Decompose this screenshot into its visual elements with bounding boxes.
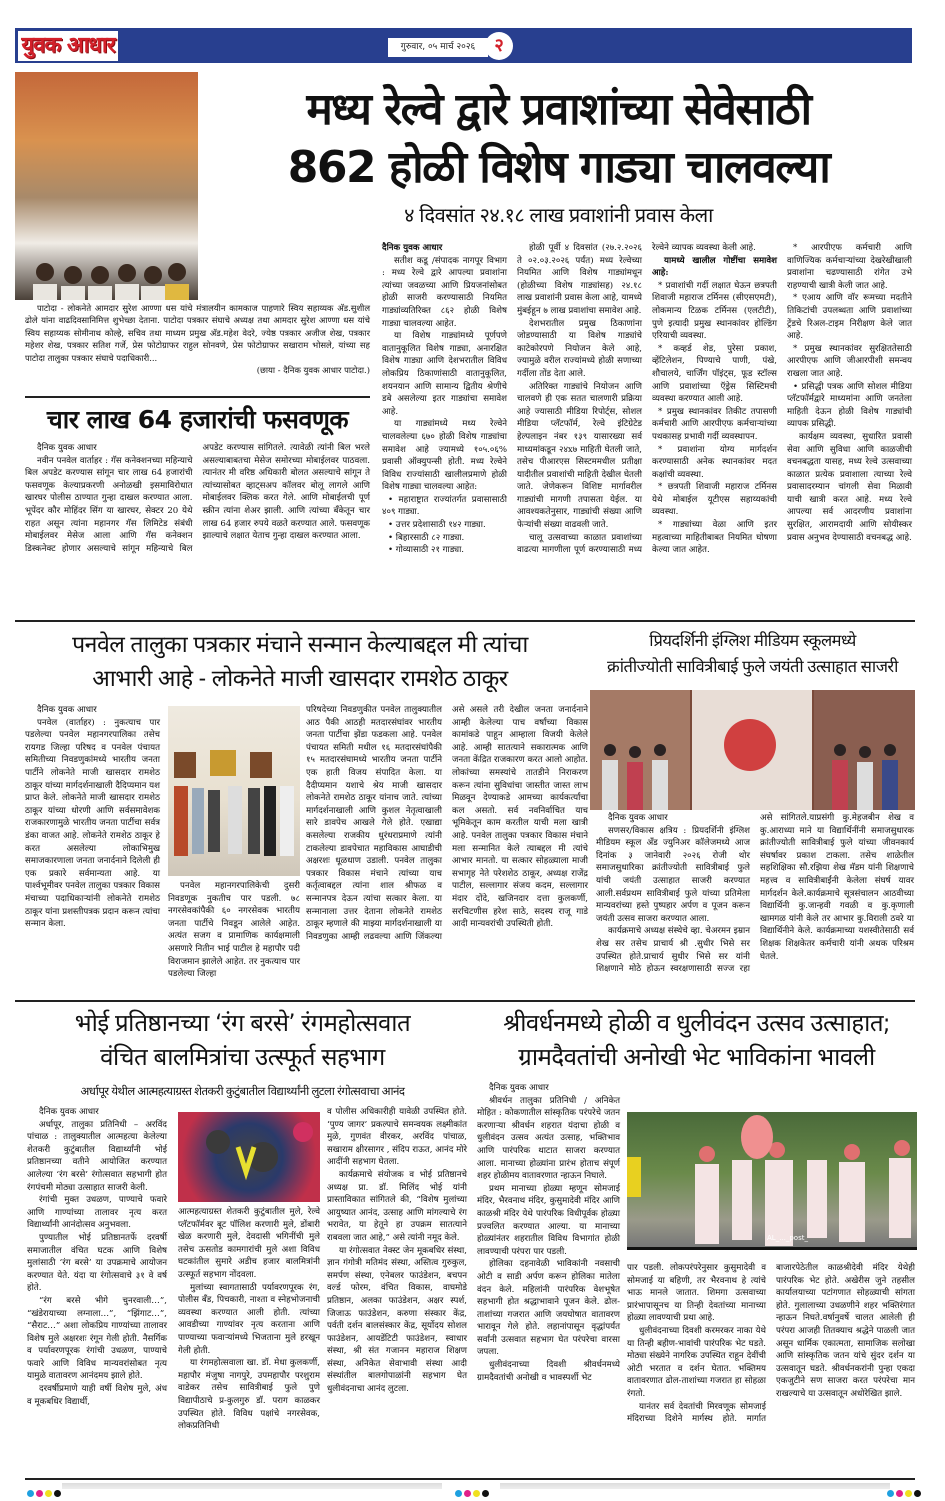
dateline: दैनिक युवक आधार: [39, 1107, 99, 1117]
paragraph: * कव्हर्ड शेड, पुरेसा प्रकाश, व्हेंटिलेशन, पिण्याचे पाणी, पंखे, शौचालये, चार्जिंग पॉइंट्स, फूड स्टॉल्स आणि प्रवाशांच्या ऍड्रेस सिस्टिमची व्यवस्था करण्यात आली आहे.: [652, 343, 777, 405]
photo-caption: [25, 302, 370, 376]
paragraph: आत्महत्याग्रस्त शेतकरी कुटुंबातील मुले, रेल्वे प्लॅटफॉर्मवर बूट पॉलिश करणारी मुले, डोंबारी खेळ करणारी मुले, देवदासी भगिनींची मुले तसेच ऊसतोड कामगारांची मुले अशा विविध घटकांतील सुमारे अडीच हजार बालमित्रांनी उत्स्फूर्त सहभाग नोंदवला.: [178, 1207, 320, 1280]
page-number: २: [485, 32, 513, 60]
paragraph-list: [382, 242, 912, 557]
paragraph: होलिका दहनावेळी भाविकांनी नवसाची ओटी व साडी अर्पण करून होलिका मातेला वंदन केले. महिलांनी पारंपरिक वेशभूषेत सहभागी होत श्रद्धाभावाने पूजन केले. ढोल-ताशांच्या गजरात आणि जयघोषात वातावरण भारावून गेले होते. लहानांपासून वृद्धांपर्यंत सर्वांनी उत्सवात सहभाग घेत परंपरेचा वारसा जपला.: [477, 1259, 620, 1358]
paragraph: धुलीवंदनाच्या दिवशी करमरकर नाका येथे या तिन्ही बहीण-भावांची पारंपरिक भेट घडते. मोठ्या संख्येने नागरिक उपस्थित राहून देवींची ओटी भरतात व दर्शन घेतात. भक्तिमय वातावरणात ढोल-ताशांच्या गजरात हा सोहळा रंगतो.: [627, 1325, 766, 1399]
paragraph: प्रथम मानाच्या होळ्या म्हणून सोमजाई मंदिर, भैरवनाथ मंदिर, कुसुमादेवी मंदिर आणि काळश्री मंदिर येथे पारंपरिक विधीपूर्वक होळ्या प्रज्वलित करण्यात आल्या. या मानाच्या होळ्यांनंतर शहरातील विविध विभागांत होळी लावण्याची परंपरा पार पडली.: [477, 1183, 620, 1257]
school-photo-collage: [590, 690, 915, 810]
caption-text: पाटोदा - लोकनेते आमदार सुरेश आण्णा धस यांचे मंत्रालयीन कामकाज पाहणारे स्विय सहाय्यक अ‍ॅड.सुशील ढोले यांना वाढदिवसानिमित्त शुभेच्छा देताना. पाटोदा पत्रकार संघाचे अध्यक्ष तथा आमदार सुरेश आण्णा धस यांचे स्विय सहाय्यक सोमीनाथ कोल्हे, सचिव तथा माध्यम प्रमुख अ‍ॅड.महेश वेदरे, ज्येष्ठ पत्रकार अजीज शेख, पत्रकार महेशर शेख, पत्रकार सतिश गर्जे, प्रेस फोटोग्राफर राहुल सोनवणे, प्रेस फोटोग्राफर सखाराम भोसले, यांच्या सह पाटोदा तालुका पत्रकार संघाचे पदाधिकारी...: [25, 303, 370, 363]
section-divider: [15, 1000, 915, 1002]
paragraph: देशभरातील प्रमुख ठिकाणांना जोडण्यासाठी या विशेष गाड्यांचे काटेकोरपणे नियोजन केले आहे, ज्यामुळे वरील राज्यांमध्ये होळी सणाच्या गर्दीला तोंड देता आले.: [517, 318, 642, 379]
bhoi-article-col-3: [327, 1106, 467, 1396]
paragraph: “रंग बरसे भीगे चुनरवाली…”, “खंडेरायाच्या लग्नाला…”, “झिंगाट…”, “सैराट…” अशा लोकप्रिय गाण्यांच्या तालावर विशेष मुले अक्षरशः रंगून गेली होती. नैसर्गिक व पर्यावरणपूरक रंगांची उधळण, पाण्याचे फवारे आणि विविध मान्यवरांसोबत नृत्य यामुळे वातावरण आनंदमय झाले होते.: [27, 1295, 167, 1382]
paragraph-list: [25, 442, 370, 555]
group-photo-illustration: [15, 72, 198, 300]
paragraph: • प्रसिद्धी पत्रक आणि सोशल मीडिया प्लॅटफॉर्मद्वारे माध्यमांना आणि जनतेला माहिती देऊन होळी विशेष गाड्यांची व्यापक प्रसिद्धी.: [787, 381, 912, 430]
school-event-photo: [590, 690, 915, 810]
paragraph: कार्यक्रमाचे संयोजक व भोई प्रतिष्ठानचे अध्यक्ष प्रा. डॉ. मिलिंद भोई यांनी प्रास्ताविकात सांगितले की, “विशेष मुलांच्या आयुष्यात आनंद, उत्साह आणि मांगल्याचे रंग भरावेत, या हेतूने हा उपक्रम सातत्याने राबवला जात आहे,” असे त्यांनी नमूद केले.: [327, 1169, 467, 1243]
dateline: दैनिक युवक आधार: [608, 813, 668, 823]
registration-marks: [27, 1482, 63, 1501]
paragraph-list: [27, 1119, 167, 1409]
shrivardhan-article-col-2-3: [627, 1262, 915, 1474]
paragraph-list: [596, 812, 914, 976]
fraud-article-body: [25, 442, 370, 612]
paragraph: * आरपीएफ कर्मचारी आणि वाणिज्यिक कर्मचाऱ्यांच्या देखरेखीखाली प्रवाशांना चढण्यासाठी रांगेत उभे राहण्याची खात्री केली जात आहे.: [787, 243, 912, 291]
panvel-felicitation-photo: [168, 706, 300, 876]
paragraph: या विशेष गाड्यांमध्ये पूर्णपणे वातानुकूलित विशेष गाड्या, अनारक्षित विशेष गाड्या आणि देशभरातील विविध लोकप्रिय ठिकाणांसाठी वातानुकूलित, शयनयान आणि सामान्य द्वितीय श्रेणीचे डबे असलेल्या इतर गाड्यांचा समावेश आहे.: [382, 331, 507, 417]
paragraph: पार पडली. लोकपरंपरेनुसार कुसुमादेवी व सोमजाई या बहिणी, तर भैरवनाथ हे त्यांचे भाऊ मानले जातात. शिमगा उत्सवाच्या प्रारंभापासूनच या तिन्ही देवतांच्या मानाच्या होळ्या लावण्याची प्रथा आहे.: [627, 1263, 766, 1324]
paragraph-list: [327, 1106, 467, 1396]
photo-watermark: AL_..._post_: [767, 1234, 808, 1242]
paragraph: • महाराष्ट्रात राज्यांतर्गत प्रवासासाठी ४०९ गाड्या.: [382, 494, 507, 518]
section-divider: [15, 620, 915, 622]
paragraph: नवीन पनवेल वार्ताहर : गॅस कनेक्शनच्या महिन्याचे बिल अपडेट करण्यास सांगून चार लाख 64 हजारांची फसवणूक केल्याप्रकरणी अनोळखी इसमाविरोधात खारघर पोलीस ठाण्यात गुन्हा दाखल करण्यात आला. भूपेंदर कौर मोहिंदर सिंग या खारघर, सेक्टर 20 येथे राहत असून त्यांना महानगर गॅस लिमिटेड संबंधी मोबाईलवर मेसेज आला आणि गॅस कनेक्शन डिस्कनेक्ट होणार असल्याचे सांगून महिन्याचे बिल अपडेट करण्यास सांगितले. त्यावेळी त्यांनी बिल भरले असल्याबाबतचा मेसेज समोरच्या मोबाईलवर पाठवला. त्यानंतर मी वरिष्ठ अधिकारी बोलत असल्याचे सांगून ते त्यांच्यासोबत व्हाट्सअप कॉलवर बोलू लागले आणि मोबाईलवर क्लिक करत गेले. आणि मोबाईलची पूर्ण स्क्रीन त्यांना शेअर झाली. आणि त्यांच्या बँकेतून चार लाख 64 हजार रुपये वळते करण्यात आले. फसवणूक झाल्याचे लक्षात येताच गुन्हा दाखल करण्यात आला.: [25, 443, 370, 554]
rangotsav-photo: [178, 1112, 320, 1202]
colour-play-illustration: [178, 1112, 320, 1202]
dateline: दैनिक युवक आधार: [382, 243, 443, 253]
paragraph: व पोलीस अधिकारीही यावेळी उपस्थित होते. ‘पुण्य जागर’ प्रकल्पाचे समन्वयक लक्ष्मीकांत मुळे, गुणवंत वीरकर, अरविंद पांचाळ, सखाराम क्षीरसागर , संदिप राऊत, आनंद मोरे आदींनी सहभाग घेतला.: [327, 1107, 467, 1168]
paragraph-list: [25, 717, 160, 931]
dateline: दैनिक युवक आधार: [37, 443, 97, 453]
footer-bar: [62, 1483, 442, 1489]
masthead: [15, 28, 912, 63]
ceremony-illustration: [168, 706, 300, 876]
paragraph: श्रीवर्धन तालुका प्रतिनिधी / अनिकेत मोहित : कोकणातील सांस्कृतिक परंपरेचे जतन करणाऱ्या श्रीवर्धन शहरात यंदाचा होळी व धुलीवंदन उत्सव अत्यंत उत्साह, भक्तिभाव आणि पारंपरिक थाटात साजरा करण्यात आला. मानाच्या होळ्यांना प्रारंभ होताच संपूर्ण शहर होळीमय वातावरणात न्हाऊन निघाले.: [477, 1095, 620, 1182]
paragraph-list: [477, 1095, 620, 1385]
main-article-body: [382, 242, 912, 614]
paragraph: रंगांची मुक्त उधळण, पाण्याचे फवारे आणि गाण्यांच्या तालावर नृत्य करत विद्यार्थ्यांनी आनंदोत्सव अनुभवला.: [27, 1195, 167, 1231]
dateline: दैनिक युवक आधार: [37, 705, 97, 715]
issue-date: गुरुवार, ०५ मार्च २०२६: [388, 38, 488, 57]
paragraph: अर्धापूर, तालुका प्रतिनिधी – अरविंद पांचाळ : तालुक्यातील आत्महत्या केलेल्या शेतकरी कुटुंबातील विद्यार्थ्यांनी भोई प्रतिष्ठानच्या वतीने आयोजित करण्यात आलेल्या ‘रंग बरसे’ रंगोत्सवात सहभागी होत रंगपंचमी मोठ्या उत्साहात साजरी केली.: [27, 1119, 167, 1193]
main-headline-line-2: 862 होळी विशेष गाड्या चालवल्या: [287, 142, 830, 193]
paragraph: या गाड्यांमध्ये मध्य रेल्वेने चालवलेल्या ६७० होळी विशेष गाड्यांचा समावेश आहे ज्यामध्ये १०५.०६% प्रवासी ऑक्युपन्सी होती. मध्य रेल्वेने विविध राज्यांसाठी खालीलप्रमाणे होळी विशेष गाड्या चालवल्या आहेत:: [382, 419, 507, 493]
paragraph: यामध्ये खालील गोष्टींचा समावेश आहे:: [652, 255, 777, 279]
panvel-article-col-2: [168, 880, 300, 981]
school-article-body: [596, 812, 914, 996]
footer-rule: [25, 1478, 915, 1480]
paragraph: यानंतर सर्व देवतांची मिरवणूक सोमजाई मंदिराच्या दिशेने मार्गस्थ होते. मार्गात बाजारपेठेतील काळश्रीदेवी मंदिर येथेही पारंपरिक भेट होते. अखेरीस जुने तहसील कार्यालयाच्या पटांगणात सोहळ्याची सांगता होते. गुलालाच्या उधळणीने शहर भक्तिरंगात न्हाऊन निघते.वर्षानुवर्षे चालत आलेली ही परंपरा आजही तितक्याच श्रद्धेने पाळली जात असून धार्मिक एकात्मता, सामाजिक सलोखा आणि सांस्कृतिक जतन यांचे सुंदर दर्शन या उत्सवातून घडते. श्रीवर्धनकरांनी पुन्हा एकदा एकजुटीने सण साजरा करत परंपरेचा मान राखल्याचे या उत्सवातून अधोरेखित झाले.: [627, 1263, 915, 1425]
bhoi-subheadline: अर्धापूर येथील आत्महत्याग्रस्त शेतकरी कुटुंबातील विद्यार्थ्यांनी लुटला रंगोत्सवाचा आनंद: [80, 1084, 405, 1098]
main-subheadline: ४ दिवसांत २४.१८ लाख प्रवाशांनी प्रवास केला: [404, 203, 713, 227]
paragraph: होळी पूर्वी ४ दिवसांत (२७.२.२०२६ ते ०२.०३.२०२६ पर्यंत) मध्य रेल्वेच्या नियमित आणि विशेष गाड्यांमधून (होळीच्या विशेष गाड्यांसह) २४.१८ लाख प्रवाशांनी प्रवास केला आहे, यामध्ये मुंबईहून ७ लाख प्रवाशांचा समावेश आहे.: [517, 243, 642, 316]
photo-credit: (छाया - दैनिक युवक आधार पाटोदा.): [256, 365, 370, 376]
paragraph: मुलांच्या स्वागतासाठी पर्यावरणपूरक रंग, पोलीस बँड, पिचकारी, नाश्ता व स्नेहभोजनाची व्यवस्था करण्यात आली होती. त्यांच्या आवडीच्या गाण्यांवर नृत्य करताना आणि पाण्याच्या फवाऱ्यांमध्ये भिजताना मुले हरखून गेली होती.: [178, 1282, 320, 1356]
school-headline-line-1: प्रियदर्शिनी इंग्लिश मीडियम स्कूलमध्ये: [649, 631, 856, 650]
paragraph: • उत्तर प्रदेशासाठी १४२ गाड्या.: [388, 520, 486, 531]
bhoi-headline-line-2: वंचित बालमित्रांचा उत्स्फूर्त सहभाग: [100, 1043, 385, 1071]
paragraph: * एआय आणि वॉर रूमच्या मदतीने तिकिटांची उपलब्धता आणि प्रवाशांच्या ट्रेंडचे रिअल-टाइम निरीक्षण केले जात आहे.: [787, 293, 912, 342]
footer-bar: [500, 1483, 890, 1489]
paragraph-list: [168, 880, 300, 981]
paragraph: पनवेल (वार्ताहर) : नुकत्याच पार पडलेल्या पनवेल महानगरपालिका तसेच रायगड जिल्हा परिषद व पनवेल पंचायत समितीच्या निवडणुकांमध्ये भारतीय जनता पार्टीने लोकनेते माजी खासदार रामशेठ ठाकूर यांच्या मार्गदर्शनाखाली दैदिप्यमान यश प्राप्त केले. लोकनेते माजी खासदार रामशेठ ठाकूर यांच्या धोरणी आणि सर्वसमावेशक राजकारणामुळे भारतीय जनता पार्टीचा सर्वत्र डंका वाजत आहे. लोकनेते रामशेठ ठाकूर हे करत असलेल्या लोकाभिमुख समाजकारणाला जनता जनार्दनाने दिलेली ही एक प्रकारे सर्वमान्यता आहे. या पार्श्वभूमीवर पनवेल तालुका पत्रकार विकास मंचाच्या पदाधिकाऱ्यांनी लोकनेते रामशेठ ठाकूर यांना प्रशस्तीपत्रक प्रदान करून त्यांचा सन्मान केला.: [25, 717, 160, 930]
shrivardhan-headline-line-1: श्रीवर्धनमध्ये होळी व धुलीवंदन उत्सव उत्साहात;: [503, 1009, 890, 1037]
holi-procession-photo: [627, 1112, 917, 1250]
panvel-headline-line-1: पनवेल तालुका पत्रकार मंचाने सन्मान केल्याबद्दल मी त्यांचा: [72, 632, 528, 658]
dateline: दैनिक युवक आधार: [489, 1083, 549, 1093]
main-headline-line-1: मध्य रेल्वे द्वारे प्रवाशांच्या सेवेसाठी: [306, 84, 811, 135]
paragraph: या रंगोत्सवात नेक्स्ट जेन मूकबधिर संस्था, ज्ञान गंगोत्री मतिमंद संस्था, अस्तित्व गुरुकुल, समर्पण संस्था, एनेबलर फाउंडेशन, बचपन वर्ल्ड फोरम, वंचित विकास, वाघमोडे प्रतिष्ठान, अलका फाउंडेशन, अक्षर स्पर्श, जिजाऊ फाउंडेशन, करुणा संस्कार केंद्र, पर्वती दर्शन बालसंस्कार केंद्र, सूर्योदय सोशल फाउंडेशन, आयडेंटिटी फाउंडेशन, स्वाधार संस्था, श्री संत गजानन महाराज शिक्षण संस्था, अनिकेत सेवाभावी संस्था आदी संस्थांतील बालगोपाळांनी सहभाग घेत धुलीवंदनाचा आनंद लुटला.: [327, 1245, 467, 1395]
bhoi-article-col-2: [178, 1206, 320, 1433]
shrivardhan-article-col-1: [477, 1082, 620, 1384]
paragraph: * प्रमुख स्थानकांवर तिकीट तपासणी कर्मचारी आणि आरपीएफ कर्मचाऱ्यांच्या पथकासह प्रभावी गर्दी व्यवस्थापन.: [652, 406, 777, 442]
paragraph: • गोव्यासाठी २१ गाड्या.: [388, 545, 465, 556]
paragraph: कार्यक्षम व्यवस्था, सुधारित प्रवासी सेवा आणि सुविधा आणि काळजीची वचनबद्धता यासह, मध्य रेल्वे उत्सवाच्या काळात प्रत्येक प्रवाशाला त्याच्या रेल्वे प्रवासादरम्यान चांगली सेवा मिळावी याची खात्री करत आहे. मध्य रेल्वे आपल्या सर्व आदरणीय प्रवाशांना सुरक्षित, आरामदायी आणि सोयीस्कर प्रवास अनुभव देण्यासाठी वचनबद्ध आहे.: [787, 431, 912, 543]
registration-marks: [887, 1482, 923, 1501]
panvel-article-col-1: [25, 704, 160, 931]
paragraph: पनवेल महानगरपालिकेची दुसरी निवडणूक नुकतीच पार पडली. ७८ नगरसेवकांपैकी ६० नगरसेवक भारतीय जनता पार्टीचे निवडून आलेले आहेत. अत्यंत सजग व प्रामाणिक कार्यक्षमाली असणारे नितीन भाई पाटील हे महापौर पदी विराजमान झालेले आहेत. तर नुकत्याच पार पडलेल्या जिल्हा: [168, 881, 300, 980]
paragraph: दरवर्षीप्रमाणे याही वर्षी विशेष मुले, अंध व मूकबधिर विद्यार्थी,: [27, 1384, 167, 1407]
paragraph: * छत्रपती शिवाजी महाराज टर्मिनस येथे मोबाईल यूटीएस सहाय्यकांची व्यवस्था.: [652, 482, 777, 518]
bhoi-article-col-1: [27, 1106, 167, 1408]
paragraph: या रंगमहोत्सवाला खा. डॉ. मेधा कुलकर्णी, महापौर मंजुषा नागपुरे, उपमहापौर परशुराम वाडेकर तसेच सावित्रीबाई फुले पुणे विद्यापीठाचे प्र-कुलगुरु डॉ. पराग काळकर उपस्थित होते. विविध पक्षांचे नगरसेवक, लोकप्रतिनिधी: [178, 1358, 320, 1432]
paragraph: • बिहारसाठी ८२ गाड्या.: [388, 532, 465, 543]
newspaper-logo: युवक आधार: [18, 31, 118, 61]
paragraph: * प्रवाशांची गर्दी लक्षात घेऊन छत्रपती शिवाजी महाराज टर्मिनस (सीएसएमटी), लोकमान्य टिळक टर्मिनस (एलटीटी), पुणे इत्यादी प्रमुख स्थानकांवर होल्डिंग एरियाची व्यवस्था.: [652, 280, 777, 342]
paragraph: * प्रमुख स्थानकांवर सुरक्षिततेसाठी आरपीएफ आणि जीआरपीशी समन्वय राखला जात आहे.: [787, 343, 912, 379]
panvel-article-col-3-4: [306, 704, 588, 994]
paragraph-list: [178, 1206, 320, 1433]
school-headline-line-2: क्रांतीज्योती सावित्रीबाई फुले जयंती उत्साहात साजरी: [607, 657, 898, 676]
divider: [25, 396, 370, 398]
shrivardhan-headline-line-2: ग्रामदैवतांची अनोखी भेट भाविकांना भावली: [518, 1043, 875, 1071]
paragraph: परिषदेच्या निवडणुकीत पनवेल तालुक्यातील आठ पैकी आठही मतदारसंघांवर भारतीय जनता पार्टीचा झेंडा फडकला आहे. पनवेल पंचायत समिती मधील १६ मतदारसंघांपैकी १५ मतदारसंघामध्ये भारतीय जनता पार्टीने एक हाती विजय संपादित केला. या दैदीप्यमान यशाचे श्रेय माजी खासदार लोकनेते रामशेठ ठाकूर यांनाच जाते. त्यांच्या मार्गदर्शनाखाली आणि कुशल नेतृत्वाखाली सारे डावपेच आखले गेले होते. एखाद्या कसलेल्या राजकीय धुरंधराप्रमाणे त्यांनी टाकलेल्या डावपेचात महाविकास आघाडीची अक्षरशः धूळधाण उडाली. पनवेल तालुका पत्रकार विकास मंचाने त्यांच्या याच कर्तृत्वाबद्दल त्यांना शाल श्रीफळ व सन्मानपत्र देऊन त्यांचा सत्कार केला. या सन्मानाला उत्तर देताना लोकनेते रामशेठ ठाकूर म्हणाले की माझ्या मार्गदर्शनाखाली या निवडणुका आम्ही लढवल्या आणि जिंकल्या असे असले तरी देखील जनता जनार्दनाने आम्ही केलेल्या पाच वर्षांच्या विकास कामांकडे पाहून आम्हाला विजयी केलेले आहे. आम्ही सातत्याने सकारात्मक आणि जनता केंद्रित राजकारण करत आलो आहोत. लोकांच्या समस्यांचे तातडीने निराकरण करून त्यांना सुविधांचा जास्तीत जास्त लाभ मिळवून देण्याकडे आमच्या कार्यकर्त्यांचा कल असतो. सर्व नवनिर्वाचित याच भूमिकेतून काम करतील याची मला खात्री आहे. पनवेल तालुका पत्रकार विकास मंचाने मला सन्मानित केले त्याबद्दल मी त्यांचे आभार मानतो. या सत्कार सोहळ्याला माजी सभागृह नेते परेशशेठ ठाकूर, अध्यक्ष राजेंद्र पाटील, सल्लागार संजय कदम, सल्लागार मंदार दोंदे, खजिनदार दत्ता कुलकर्णी, सरचिटणीस हरेश साठे, सदस्य राजू गाडे आदी मान्यवरांची उपस्थिती होती.: [306, 705, 588, 942]
paragraph: * प्रवाशांना योग्य मार्गदर्शन करण्यासाठी अनेक स्थानकांवर मदत कक्षांची व्यवस्था.: [652, 444, 777, 480]
procession-illustration: [627, 1112, 917, 1250]
paragraph: चालू उत्सवाच्या काळात प्रवाशांच्या वाढत्या मागणीला पूर्ण करण्यासाठी मध्य रेल्वेने व्यापक व्यवस्था केली आहे.: [517, 243, 756, 556]
paragraph: धुलीवंदनाच्या दिवशी श्रीवर्धनमध्ये ग्रामदैवतांची अनोखी व भावस्पर्शी भेट: [477, 1360, 620, 1383]
bhoi-headline-line-1: भोई प्रतिष्ठानच्या ‘रंग बरसे’ रंगमहोत्सवात: [74, 1009, 411, 1037]
paragraph: कार्यक्रमाचे अध्यक्ष संस्थेचे व्हा. चेअरमन इम्रान शेख सर तसेच प्राचार्य श्री .सुधीर भिसे सर उपस्थित होते.प्राचार्य सुधीर भिसे सर यांनी शिक्षणाने मोठे होऊन स्वरक्षणासाठी सज्ज रहा असे सांगितले.याप्रसंगी कु.मेहजबीन शेख व कु.आराध्या माने या विद्यार्थिनींनी समाजसुधारक क्रांतीज्योती सावित्रीबाई फुले यांच्या जीवनकार्य संघर्षावर प्रकाश टाकला. तसेच शाळेतील सहशिक्षिका सौ.रझिया शेख मॅडम यांनी शिक्षणाचे महत्त्व व सावित्रीबाईंनी केलेला संघर्ष यावर मार्गदर्शन केले.कार्यक्रमाचे सूत्रसंचालन आठवीच्या विद्यार्थिनी कु.जान्हवी गवळी व कु.कृणाली खामगळ यांनी केले तर आभार कु.विराली ठवरे या विद्यार्थिनीने केले. कार्यक्रमाच्या यशस्वीतेसाठी सर्व शिक्षक शिक्षकेतर कर्मचारी यांनी अथक परिश्रम घेतले.: [596, 813, 914, 975]
paragraph: सणसर/विकास क्षत्रिय : प्रियदर्शिनी इंग्लिश मीडियम स्कूल अँड ज्युनिअर कॉलेजमध्ये आज दिनांक ३ जानेवारी २०२६ रोजी थोर समाजसुधारिका क्रांतीज्योती सावित्रीबाई फुले यांची जयंती उत्साहात साजरी करण्यात आली.सर्वप्रथम सावित्रीबाई फुले यांच्या प्रतिमेला मान्यवरांच्या हस्ते पुष्पहार अर्पण व पूजन करून जयंती उत्सव साजरा करण्यात आला.: [596, 825, 750, 924]
paragraph: * गाड्यांच्या वेळा आणि इतर महत्वाच्या माहितीबाबत नियमित घोषणा केल्या जात आहेत.: [652, 520, 777, 556]
paragraph: सतीश कडू /संपादक नागपूर विभाग : मध्य रेल्वे द्वारे आपल्या प्रवाशांना त्यांच्या जवळच्या आणि प्रियजनांसोबत होळी साजरी करण्यासाठी नियमित गाड्यांव्यतिरिक्त ८६२ होळी विशेष गाड्या चालवल्या आहेत.: [382, 255, 507, 329]
fraud-headline: चार लाख 64 हजारांची फसवणूक: [46, 405, 349, 434]
felicitation-photo: [15, 72, 198, 300]
paragraph-list: [306, 704, 588, 943]
paragraph: पुण्यातील भोई प्रतिष्ठानतर्फे दरवर्षी समाजातील वंचित घटक आणि विशेष मुलांसाठी ‘रंग बरसे’ या उपक्रमाचे आयोजन करण्यात येते. यंदा या रंगोत्सवाचे ३१ वे वर्ष होते.: [27, 1232, 167, 1294]
registration-marks: [455, 1482, 491, 1501]
paragraph-list: [627, 1262, 915, 1426]
paragraph: अतिरिक्त गाड्यांचे नियोजन आणि चालवणे ही एक सतत चालणारी प्रक्रिया आहे ज्यासाठी मीडिया रिपोर्ट्स, सोशल मीडिया प्लॅटफॉर्म, रेल्वे इंटिग्रेटेड हेल्पलाइन नंबर १३९ यासारख्या सर्व माध्यमांकडून २४x७ माहिती घेतली जाते, तसेच पीआरएस सिस्टममधील प्रतीक्षा यादीतील प्रवाशांची माहिती देखील घेतली जाते. जेणेकरून विशिष्ट मार्गावरील गाड्यांची मागणी तपासता येईल. या आवश्यकतेनुसार, गाड्यांची संख्या आणि फेऱ्यांची संख्या वाढवली जाते.: [517, 381, 642, 531]
panvel-headline-line-2: आभारी आहे - लोकनेते माजी खासदार रामशेठ ठाकूर: [92, 666, 508, 692]
